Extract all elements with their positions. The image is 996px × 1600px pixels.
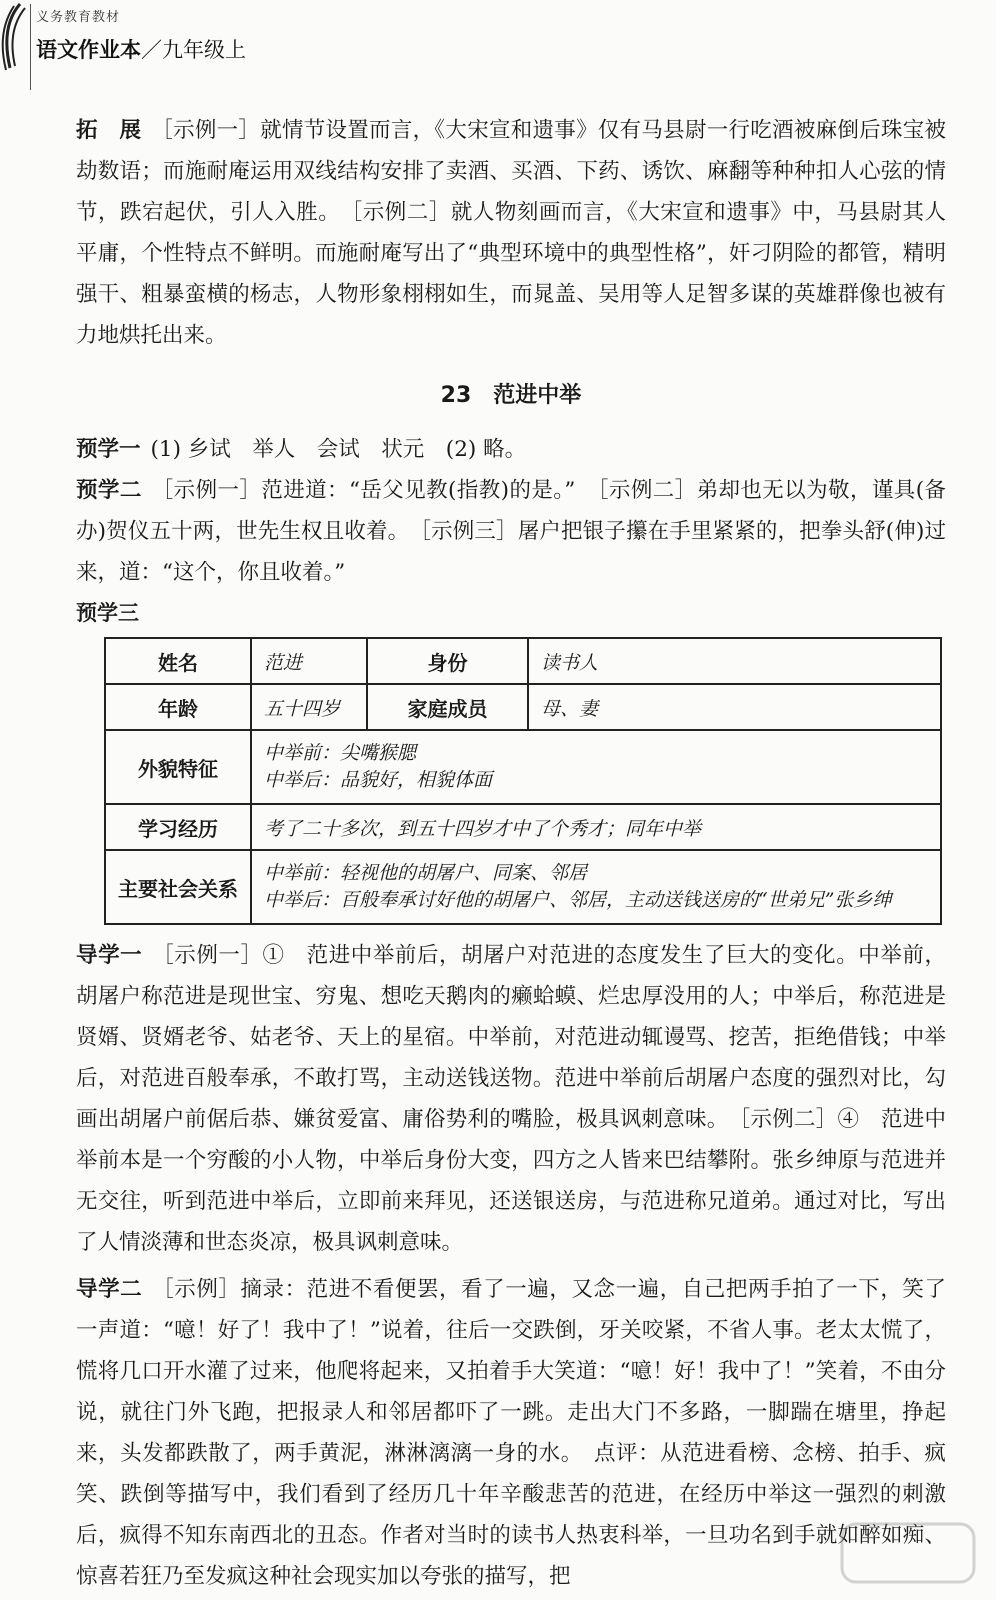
book-title-text: 语文作业本 [36,38,141,62]
lesson-number: 23 [440,383,472,408]
yuxue1-paragraph [76,429,946,470]
grade-label: ／九年级上 [141,38,246,62]
header-divider [30,4,31,90]
publisher-logo-icon [0,2,28,80]
tuozhan-text: ［示例一］就情节设置而言，《大宋宣和遗事》仅有马县尉一行吃酒被麻倒后珠宝被劫数语；而施耐庵运用双线结构安排了卖酒、买酒、下药、诱饮、麻翻等种种扣人心弦的情节，跌宕起伏，引人入胜。 ［示例二］就人物刻画而言，《大宋宣和遗事》中，马县尉其人平庸，个性特点不鲜明。而施耐庵写出了“典型环境中的典型性格”，奸刁阴险的都管，精明强干、粗暴蛮横的杨志，人物形象栩栩如生，而晁盖、吴用等人足智多谋的英雄群像也被有力地烘托出来。 [76,118,946,348]
name-header: 姓名 [105,638,251,684]
tuozhan-paragraph [76,110,946,356]
lesson-title-text: 范进中举 [493,383,582,408]
daoxue1-paragraph [76,935,946,1263]
yuxue1-label: 预学一 [76,437,141,462]
appearance-header: 外貌特征 [105,730,251,804]
yuxue2-text: ［示例一］范进道：“岳父见教(指教)的是。” ［示例二］弟却也无以为敬，谨具(备办)贺仪五十两，世先生权且收着。 ［示例三］屠户把银子攥在手里紧紧的，把拳头舒(伸)过来，道：“这个，你且收着。” [76,478,946,585]
identity-header: 身份 [367,638,528,684]
page-header [0,0,996,82]
watermark-logo-icon [838,1518,978,1588]
book-title [36,34,246,64]
daoxue1-text: ［示例一］① 范进中举前后，胡屠户对范进的态度发生了巨大的变化。中举前，胡屠户称范进是现世宝、穷鬼、想吃天鹅肉的癞蛤蟆、烂忠厚没用的人；中举后，称范进是贤婿、贤婿老爷、姑老爷、天上的星宿。中举前，对范进动辄谩骂、挖苦，拒绝借钱；中举后，对范进百般奉承，不敢打骂，主动送钱送物。范进中举前后胡屠户态度的强烈对比，勾画出胡屠户前倨后恭、嫌贫爱富、庸俗势利的嘴脸，极具讽刺意味。 ［示例二］④ 范进中举前本是一个穷酸的小人物，中举后身份大变，四方之人皆来巴结攀附。张乡绅原与范进并无交往，听到范进中举后，立即前来拜见，还送银送房，与范进称兄道弟。通过对比，写出了人情淡薄和世态炎凉，极具讽刺意味。 [76,943,946,1255]
appearance-before: 中举前：尖嘴猴腮 [264,742,417,764]
yuxue2-paragraph [76,470,946,593]
daoxue2-text: ［示例］摘录：范进不看便罢，看了一遍，又念一遍，自己把两手拍了一下，笑了一声道：“噫！好了！我中了！”说着，往后一交跌倒，牙关咬紧，不省人事。老太太慌了，慌将几口开水灌了过来，他爬将起来，又拍着手大笑道：“噫！好！我中了！”笑着，不由分说，就往门外飞跑，把报录人和邻居都吓了一跳。走出大门不多路，一脚踹在塘里，挣起来，头发都跌散了，两手黄泥，淋淋漓漓一身的水。 点评：从范进看榜、念榜、拍手、疯笑、跌倒等描写中，我们看到了经历几十年辛酸悲苦的范进，在经历中举这一强烈的刺激后，疯得不知东南西北的丑态。作者对当时的读书人热衷科举，一旦功名到手就如醉如痴、惊喜若狂乃至发疯这种社会现实加以夸张的描写，把 [76,1277,946,1589]
appearance-after: 中举后：品貌好，相貌体面 [264,769,493,791]
appearance-value [251,730,941,804]
character-profile-table [104,637,942,925]
social-before: 中举前：轻视他的胡屠户、同案、邻居 [264,862,588,884]
daoxue2-label: 导学二 [76,1277,143,1302]
family-header: 家庭成员 [367,684,528,730]
study-value: 考了二十多次，到五十四岁才中了个秀才；同年中举 [251,804,941,850]
daoxue1-label: 导学一 [76,943,143,968]
yuxue2-label: 预学二 [76,478,142,503]
table-row [105,850,941,924]
name-value: 范进 [251,638,367,684]
study-header: 学习经历 [105,804,251,850]
family-value: 母、妻 [528,684,941,730]
social-after: 中举后：百般奉承讨好他的胡屠户、邻居，主动送钱送房的“世弟兄”张乡绅 [264,889,892,911]
daoxue2-paragraph [76,1269,946,1597]
table-row [105,684,941,730]
series-name: 义务教育教材 [36,10,121,25]
page-content [76,110,946,1597]
lesson-title [76,378,946,409]
age-header: 年龄 [105,684,251,730]
yuxue1-text: (1) 乡试 举人 会试 状元 (2) 略。 [150,437,527,462]
social-value [251,850,941,924]
table-row [105,804,941,850]
social-header: 主要社会关系 [105,850,251,924]
identity-value: 读书人 [528,638,941,684]
table-row [105,730,941,804]
age-value: 五十四岁 [251,684,367,730]
yuxue3-label: 预学三 [76,601,139,625]
table-row [105,638,941,684]
tuozhan-label: 拓 展 [76,118,142,143]
